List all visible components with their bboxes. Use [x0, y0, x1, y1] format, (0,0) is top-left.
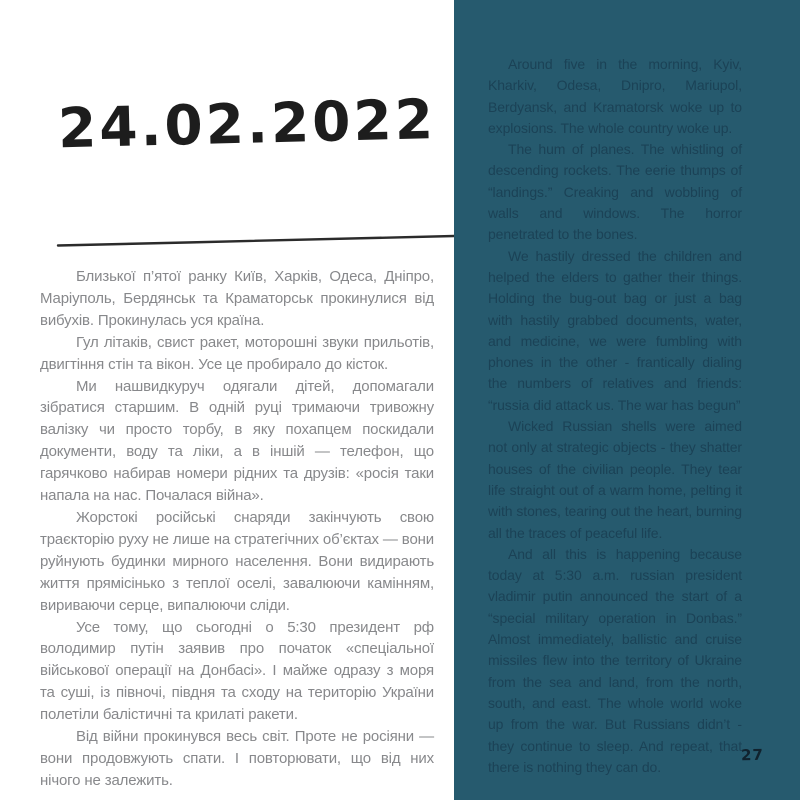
ukrainian-paragraph: Ми нашвидкуруч одягали дітей, допомагали зібратися старшим. В одній руці тримаючи тривожну валізку чи просто торбу, в яку похапцем поскидали документи, воду та ліки, а в іншій — телефон, що гарячково набирав номери рідних та друзів: «росія таки напала на нас. Почалася війна».	[40, 377, 434, 505]
hand-drawn-divider	[0, 232, 454, 250]
ukrainian-paragraph: Усе тому, що сьогодні о 5:30 президент рф володимир путін заявив про початок «спеціальної військової операції на Донбасі». І майже одразу з моря та суші, із півночі, півдня та сходу на територію України полетіли балістичні та крилаті ракети.	[40, 618, 434, 724]
ukrainian-text-block	[40, 266, 434, 792]
divider-line	[58, 236, 454, 246]
ukrainian-paragraph: Від війни прокинувся весь світ. Проте не росіяни — вони продовжують спати. І повторювати, що від них нічого не залежить.	[40, 728, 434, 789]
page-number: 27	[740, 745, 765, 765]
english-paragraph: Around five in the morning, Kyiv, Kharkiv, Odesa, Dnipro, Mariupol, Berdyansk, and Kramatorsk woke up to explosions. The whole country woke up.	[488, 56, 742, 136]
ukrainian-paragraph: Жорстокі російські снаряди закінчують свою траєкторію руху не лише на стратегічних об’єктах — вони руйнують будинки мирного населення. Вони видирають життя прямісінько з теплої оселі, завалюючи камінням, вириваючи серце, випалюючи сліди.	[40, 508, 434, 614]
english-paragraph: We hastily dressed the children and helped the elders to gather their things. Holding the bug-out bag or just a bag with hastily grabbed documents, water, and medicine, we were fumbling with phones in the other - frantically dialing the numbers of relatives and friends: “russia did attack us. The war has begun”	[488, 247, 742, 413]
ukrainian-paragraph: Близької п’ятої ранку Київ, Харків, Одеса, Дніпро, Маріуполь, Бердянськ та Краматорськ прокинулися від вибухів. Прокинулась уся країна.	[40, 268, 434, 329]
date-heading: 24.02.2022	[57, 87, 437, 161]
english-paragraph: The hum of planes. The whistling of descending rockets. The eerie thumps of “landings.” Creaking and wobbling of walls and windows. The horror penetrated to the bones.	[488, 141, 742, 243]
english-paragraph: And all this is happening because today at 5:30 a.m. russian president vladimir putin announced the start of a “special military operation in Donbas.” Almost immediately, ballistic and cruise missiles flew into the territory of Ukraine from the sea and land, from the north, south, and east. The whole world woke up from the war. But Russians didn’t - they continue to sleep. And repeat, that there is nothing they can do.	[488, 545, 742, 775]
ukrainian-paragraph: Гул літаків, свист ракет, моторошні звуки прильотів, двигтіння стін та вікон. Усе це пробирало до кісток.	[40, 333, 434, 373]
english-paragraph: Wicked Russian shells were aimed not only at strategic objects - they shatter houses of the civilian people. They tear life straight out of a warm home, pelting it with stones, tearing out the heart, burning all the traces of peaceful life.	[488, 418, 742, 541]
right-page	[454, 0, 800, 800]
english-text-block	[488, 54, 742, 778]
